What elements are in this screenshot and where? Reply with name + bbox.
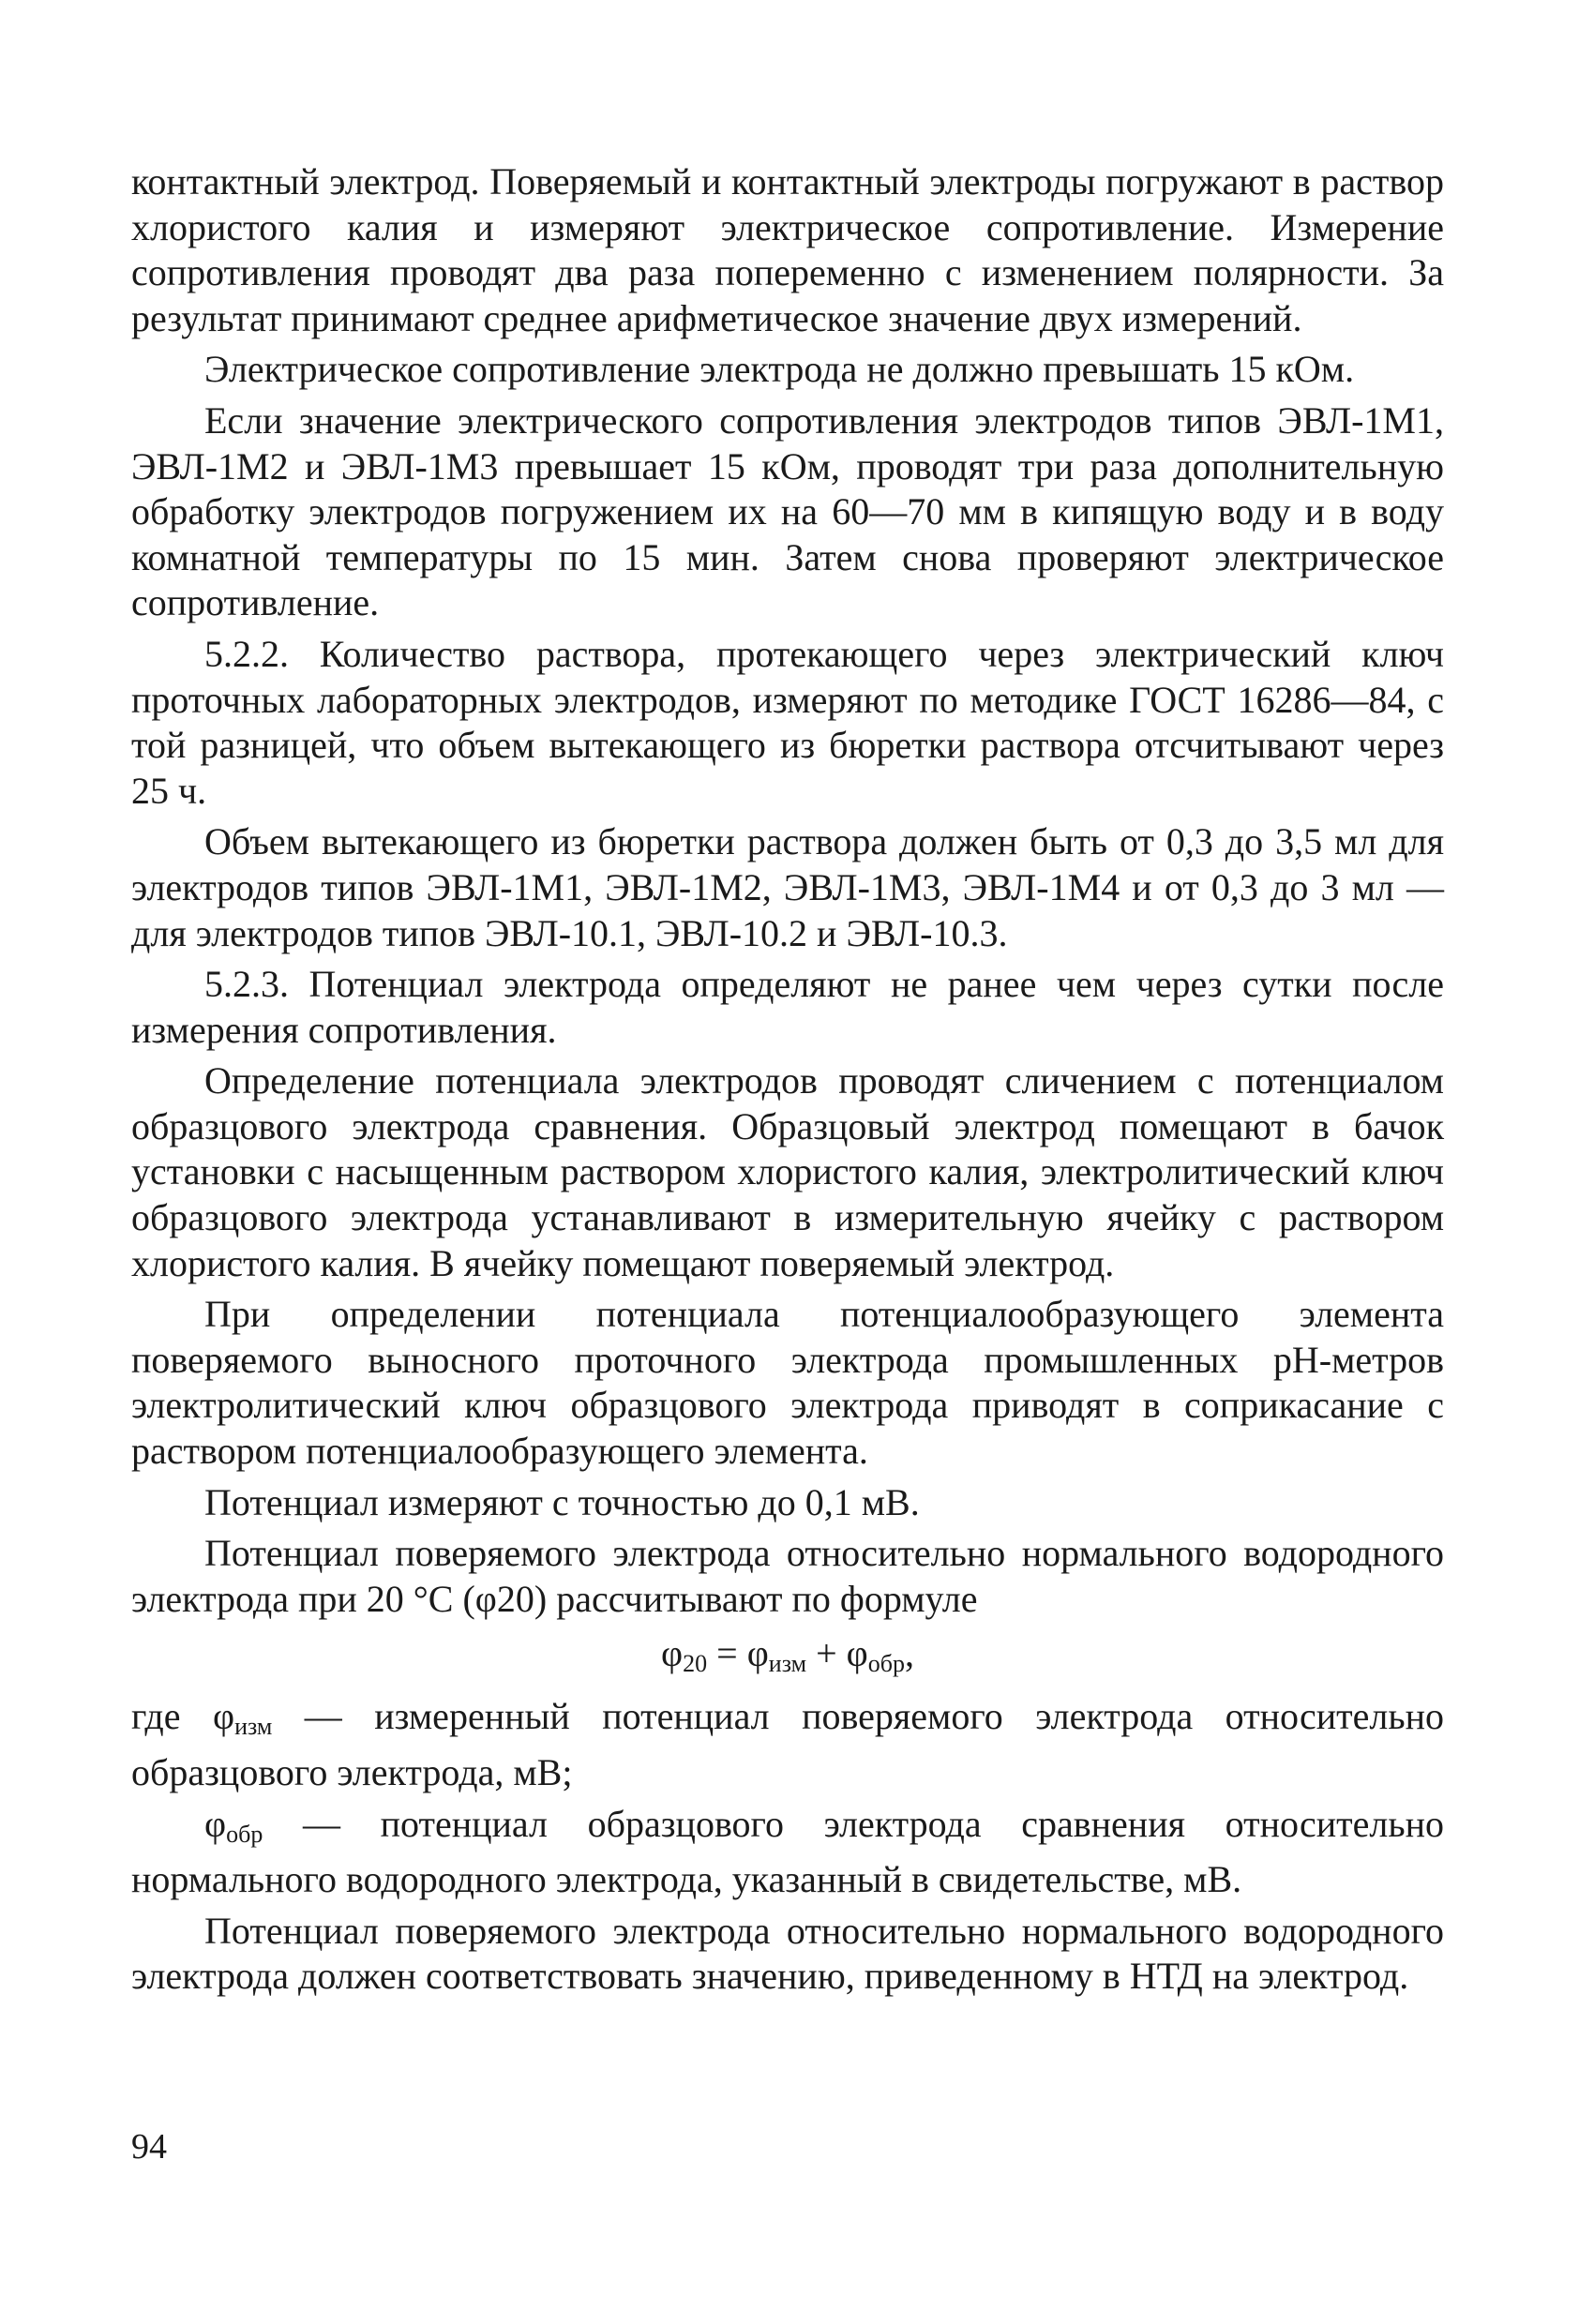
definition-1-sub: изм [234,1713,273,1741]
definition-phi-obr [131,1802,1444,1903]
paragraph-2: Электрическое сопротивление электрода не должно превышать 15 кОм. [204,348,1355,391]
paragraph-1: контактный электрод. Поверяемый и контактный электроды погружают в раствор хлористого калия и измеряют электрическое сопротивление. Измерение сопротивления проводят два раза попеременно с изменением полярности. За результат принимают среднее арифметическое значение двух измерений. [131,160,1444,339]
formula-sub-obr: обр [867,1650,905,1678]
definition-2-text: — потенциал образцового электрода сравнения относительно нормального водородного электрода, указанный в свидетельстве, мВ. [131,1802,1444,1901]
page-body [131,159,1444,2005]
formula-phi-1: φ [661,1632,684,1675]
formula-phi-3: φ [846,1632,868,1675]
paragraph-5: Объем вытекающего из бюретки раствора должен быть от 0,3 до 3,5 мл для электродов типов ЭВЛ-1М1, ЭВЛ-1М2, ЭВЛ-1М3, ЭВЛ-1М4 и от 0,3 до 3 мл — для электродов типов ЭВЛ-10.1, ЭВЛ-10.2 и ЭВЛ-10.3. [131,820,1444,954]
definition-1-text: — измеренный потенциал поверяемого электрода относительно образцового электрода, мВ; [131,1695,1444,1793]
formula-phi-2: φ [746,1632,769,1675]
paragraph-9: Потенциал измеряют с точностью до 0,1 мВ. [204,1480,920,1523]
formula-tail: , [904,1632,914,1675]
definition-2-sub: обр [226,1820,263,1848]
paragraph-6: 5.2.3. Потенциал электрода определяют не ранее чем через сутки после измерения сопротивления. [131,963,1444,1051]
paragraph-3: Если значение электрического сопротивления электродов типов ЭВЛ-1М1, ЭВЛ-1М2 и ЭВЛ-1М3 превышает 15 кОм, проводят три раза дополнительную обработку электродов погружением их на 60—70 мм в кипящую воду и в воду комнатной температуры по 15 мин. Затем снова проверяют электрическое сопротивление. [131,398,1444,624]
formula [131,1631,1444,1687]
formula-sub-20: 20 [683,1650,708,1678]
formula-equals: = [707,1632,747,1675]
definition-phi-izm [131,1694,1444,1795]
paragraph-8: При определении потенциала потенциалообразующего элемента поверяемого выносного проточного электрода промышленных pH-метров электролитический ключ образцового электрода приводят в соприкасание с раствором потенциалообразующего элемента. [131,1293,1444,1473]
definition-1-prefix: где φ [131,1695,235,1738]
definition-2-prefix: φ [204,1802,227,1845]
paragraph-4: 5.2.2. Количество раствора, протекающего через электрический ключ проточных лабораторных электродов, измеряют по методике ГОСТ 16286—84, с той разницей, что объем вытекающего из бюретки раствора отсчитывают через 25 ч. [131,632,1444,812]
formula-sub-izm: изм [768,1650,807,1678]
formula-plus: + [806,1632,847,1675]
paragraph-10: Потенциал поверяемого электрода относительно нормального водородного электрода при 20 °C (φ20) рассчитывают по формуле [131,1532,1444,1620]
final-paragraph: Потенциал поверяемого электрода относительно нормального водородного электрода должен соответствовать значению, приведенному в НТД на электрод. [131,1909,1444,1998]
paragraph-7: Определение потенциала электродов проводят сличением с потенциалом образцового электрода сравнения. Образцовый электрод помещают в бачок установки с насыщенным раствором хлористого калия, электролитический ключ образцового электрода устанавливают в измерительную ячейку с раствором хлористого калия. В ячейку помещают поверяемый электрод. [131,1059,1444,1284]
page-number: 94 [131,2127,167,2167]
